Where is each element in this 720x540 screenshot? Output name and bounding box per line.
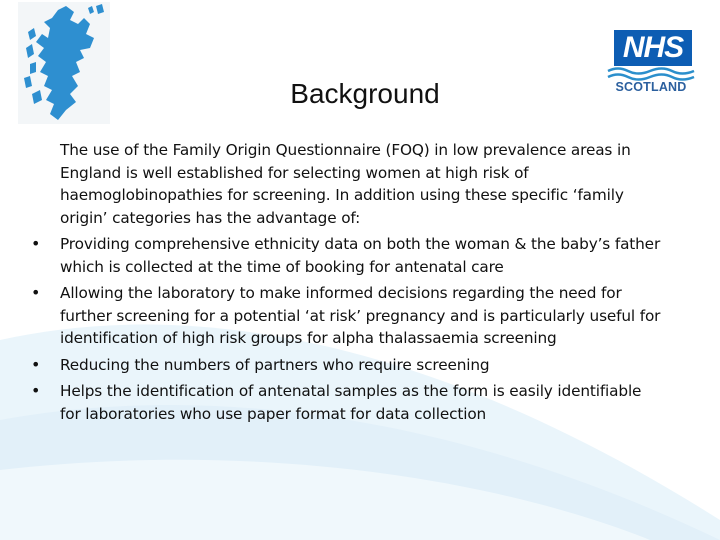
bullet-item: • Allowing the laboratory to make informed decisions regarding the need for further screening for a potential ‘at risk’ pregnancy and is particularly useful for identification of high risk groups for alpha thalassaemia screening — [60, 282, 665, 350]
nhs-scotland-logo — [606, 30, 694, 98]
bullet-item: • Reducing the numbers of partners who require screening — [60, 354, 665, 377]
intro-paragraph: The use of the Family Origin Questionnaire (FOQ) in low prevalence areas in England is well established for selecting women at high risk of haemoglobinopathies for screening. In addition using these specific ‘family origin’ categories has the advantage of: — [60, 141, 631, 227]
nhs-logo-mark: NHS — [614, 30, 692, 66]
slide-body — [60, 139, 665, 429]
scotland-map-icon — [18, 2, 110, 124]
nhs-logo-subtitle: SCOTLAND — [615, 80, 687, 94]
bullet-item: • Providing comprehensive ethnicity data on both the woman & the baby’s father which is collected at the time of booking for antenatal care — [60, 233, 665, 278]
logo-waves-icon — [606, 67, 696, 81]
bullet-item: • Helps the identification of antenatal samples as the form is easily identifiable for laboratories who use paper format for data collection — [60, 380, 665, 425]
slide-title: Background — [290, 78, 440, 109]
bullet-list — [60, 233, 665, 425]
